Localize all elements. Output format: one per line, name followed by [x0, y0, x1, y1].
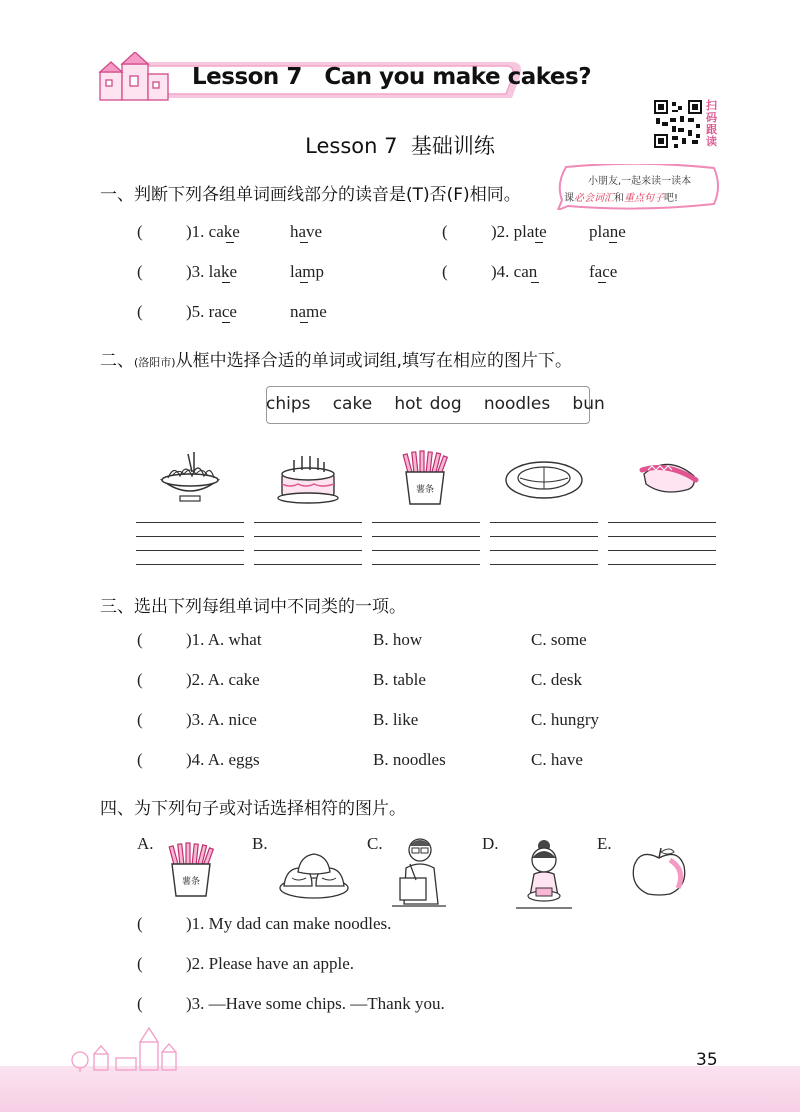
s3-question-1-c: C. some	[531, 630, 587, 649]
underline-mark	[300, 242, 308, 243]
underline-mark	[300, 282, 308, 283]
writing-line[interactable]	[254, 522, 362, 523]
section1-title: 一、判断下列各组单词画线部分的读音是(T)否(F)相同。	[100, 185, 521, 205]
question-4: )4. can	[491, 262, 538, 281]
section4-title: 四、为下列句子或对话选择相符的图片。	[100, 799, 406, 819]
answer-paren[interactable]: (	[137, 222, 143, 241]
s4-question-2: )2. Please have an apple.	[186, 954, 355, 973]
question-1-word2: have	[290, 222, 323, 241]
s3-question-3-a: )3. A. nice	[186, 710, 257, 729]
writing-line[interactable]	[372, 536, 480, 537]
girl-eating-cake-icon	[512, 836, 576, 916]
answer-paren[interactable]: (	[137, 670, 143, 689]
writing-line[interactable]	[608, 564, 716, 565]
option-label-e: E.	[597, 834, 612, 853]
s3-question-3-b: B. like	[373, 710, 419, 729]
underline-mark	[609, 242, 617, 243]
writing-line[interactable]	[136, 522, 244, 523]
castle-icon	[100, 52, 168, 100]
writing-line[interactable]	[136, 536, 244, 537]
answer-paren[interactable]: (	[137, 630, 143, 649]
tip-text-line2: 课必会词汇和重点句子吧!	[564, 193, 679, 204]
lesson-subtitle: Lesson 7 基础训练	[305, 134, 495, 158]
answer-paren[interactable]: (	[442, 222, 448, 241]
answer-paren[interactable]: (	[442, 262, 448, 281]
option-label-c: C.	[367, 834, 383, 853]
banner-title: Lesson 7 Can you make cakes?	[192, 64, 592, 90]
s3-question-2-c: C. desk	[531, 670, 582, 689]
section3-title: 三、选出下列每组单词中不同类的一项。	[100, 597, 406, 617]
tip-text-line1: 小朋友,一起来读一读本	[588, 176, 692, 187]
s4-question-1: )1. My dad can make noodles.	[186, 914, 392, 933]
option-label-b: B.	[252, 834, 268, 853]
underline-mark	[222, 282, 230, 283]
chips-box-icon	[166, 842, 216, 898]
qr-label: 扫码跟读	[706, 99, 717, 148]
apple-icon	[630, 846, 688, 898]
s3-question-2-b: B. table	[373, 670, 426, 689]
question-2: )2. plate	[491, 222, 547, 241]
chips-box-label: 薯条	[181, 877, 201, 887]
writing-line[interactable]	[608, 536, 716, 537]
writing-line[interactable]	[372, 564, 480, 565]
footer-band	[0, 1066, 800, 1112]
s3-question-1-a: )1. A. what	[186, 630, 262, 649]
writing-line[interactable]	[136, 564, 244, 565]
noodles-bowl-icon	[158, 450, 222, 506]
underline-mark	[222, 322, 230, 323]
underline-mark	[531, 282, 539, 283]
writing-line[interactable]	[490, 550, 598, 551]
section2-title: 二、(洛阳市)从框中选择合适的单词或词组,填写在相应的图片下。	[100, 351, 572, 371]
birthday-cake-icon	[276, 452, 340, 504]
question-5-word2: name	[290, 302, 327, 321]
hot-dog-icon	[638, 456, 700, 496]
bun-plate-icon	[504, 456, 584, 500]
question-1: )1. cake	[186, 222, 240, 241]
question-4-word2: face	[589, 262, 618, 281]
writing-line[interactable]	[490, 522, 598, 523]
question-5: )5. race	[186, 302, 237, 321]
answer-paren[interactable]: (	[137, 710, 143, 729]
word-box-text: chips cake hot dog noodles bun	[266, 394, 605, 414]
writing-line[interactable]	[608, 522, 716, 523]
s4-question-3: )3. —Have some chips. —Thank you.	[186, 994, 445, 1013]
writing-line[interactable]	[608, 550, 716, 551]
writing-line[interactable]	[372, 550, 480, 551]
s3-question-1-b: B. how	[373, 630, 423, 649]
s3-question-2-a: )2. A. cake	[186, 670, 260, 689]
question-3-word2: lamp	[290, 262, 324, 281]
writing-line[interactable]	[254, 550, 362, 551]
underline-mark	[300, 322, 308, 323]
question-2-word2: plane	[589, 222, 626, 241]
answer-paren[interactable]: (	[137, 994, 143, 1013]
underline-mark	[226, 242, 234, 243]
underline-mark	[535, 242, 543, 243]
answer-paren[interactable]: (	[137, 914, 143, 933]
s3-question-3-c: C. hungry	[531, 710, 599, 729]
writing-line[interactable]	[254, 564, 362, 565]
s3-question-4-b: B. noodles	[373, 750, 446, 769]
writing-line[interactable]	[490, 564, 598, 565]
answer-paren[interactable]: (	[137, 750, 143, 769]
answer-paren[interactable]: (	[137, 954, 143, 973]
answer-paren[interactable]: (	[137, 262, 143, 281]
chips-box-label: 薯条	[415, 485, 435, 495]
dad-cooking-icon	[390, 834, 448, 914]
footer-castle-icon	[70, 1024, 190, 1072]
writing-line[interactable]	[254, 536, 362, 537]
writing-line[interactable]	[490, 536, 598, 537]
s3-question-4-c: C. have	[531, 750, 583, 769]
s3-question-4-a: )4. A. eggs	[186, 750, 260, 769]
chips-box-icon	[400, 450, 450, 506]
writing-line[interactable]	[136, 550, 244, 551]
underline-mark	[598, 282, 606, 283]
question-3: )3. lake	[186, 262, 237, 281]
page-number: 35	[696, 1050, 718, 1070]
option-label-a: A.	[137, 834, 154, 853]
answer-paren[interactable]: (	[137, 302, 143, 321]
option-label-d: D.	[482, 834, 499, 853]
buns-icon	[278, 848, 350, 900]
writing-line[interactable]	[372, 522, 480, 523]
